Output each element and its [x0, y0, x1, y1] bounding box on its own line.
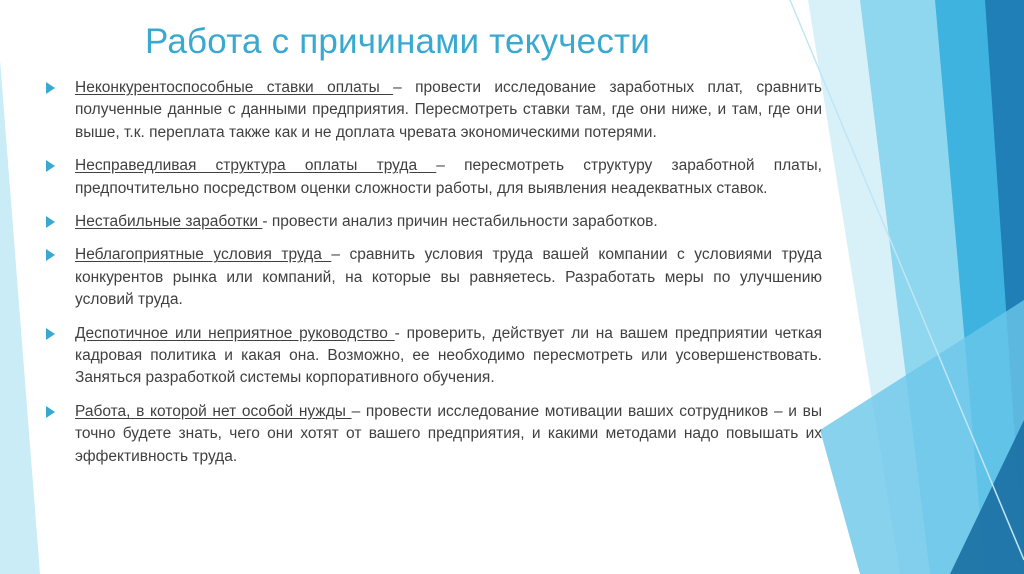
list-item-body: – провести исследование мотивации ваших сотрудников – и вы точно будете знать, чего они хотят от вашего предприятия, и какими методами надо повышать их эффективность труда. [75, 402, 822, 465]
list-item-text [75, 401, 822, 468]
list-item-body: - проверить, действует ли на вашем предприятии четкая кадровая политика и какая она. Возможно, ее необходимо пересмотреть или усовершенствовать. Заняться разработкой системы корпоративного обучения. [75, 324, 822, 387]
triangle-bullet-icon [46, 216, 55, 228]
triangle-bullet-icon [46, 249, 55, 261]
list-item-text [75, 155, 822, 200]
list-item-lead: Неблагоприятные условия труда [75, 246, 332, 264]
list-item-lead: Нестабильные заработки [75, 213, 263, 231]
triangle-bullet-icon [46, 82, 55, 94]
list-item-text [75, 323, 822, 390]
left-accent-triangle [0, 60, 40, 574]
list-item [46, 211, 822, 233]
list-item-text [75, 77, 822, 144]
list-item-lead: Неконкурентоспособные ставки оплаты [75, 79, 394, 96]
list-item-body: - провести анализ причин нестабильности заработков. [262, 213, 658, 231]
list-item-lead: Несправедливая структура оплаты труда [75, 157, 437, 175]
list-item-body: – сравнить условия труда вашей компании с условиями труда конкурентов рынка или компаний, на которые вы равняетесь. Разработать меры по улучшению условий труда. [75, 246, 822, 309]
list-item-body: – пересмотреть структуру заработной платы, предпочтительно посредством оценки сложности работы, для выявления неадекватных ставок. [75, 157, 822, 197]
list-item-text [75, 211, 822, 233]
list-item [46, 155, 822, 200]
triangle-bullet-icon [46, 406, 55, 418]
list-item [46, 323, 822, 390]
list-item [46, 401, 822, 468]
list-item-body: – провести исследование заработных плат, сравнить полученные данные с данными предприятия. Пересмотреть ставки там, где они ниже, и там, где они выше, т.к. переплата также как и не доплата чревата экономическими потерями. [75, 79, 822, 141]
list-item-lead: Деспотичное или неприятное руководство [75, 324, 395, 342]
triangle-bullet-icon [46, 328, 55, 340]
list-item-lead: Работа, в которой нет особой нужды [75, 402, 352, 420]
slide-title: Работа с причинами текучести [145, 22, 651, 61]
list-item [46, 77, 822, 144]
list-item [46, 244, 822, 311]
triangle-bullet-icon [46, 160, 55, 172]
causes-list [46, 77, 822, 479]
list-item-text [75, 244, 822, 311]
